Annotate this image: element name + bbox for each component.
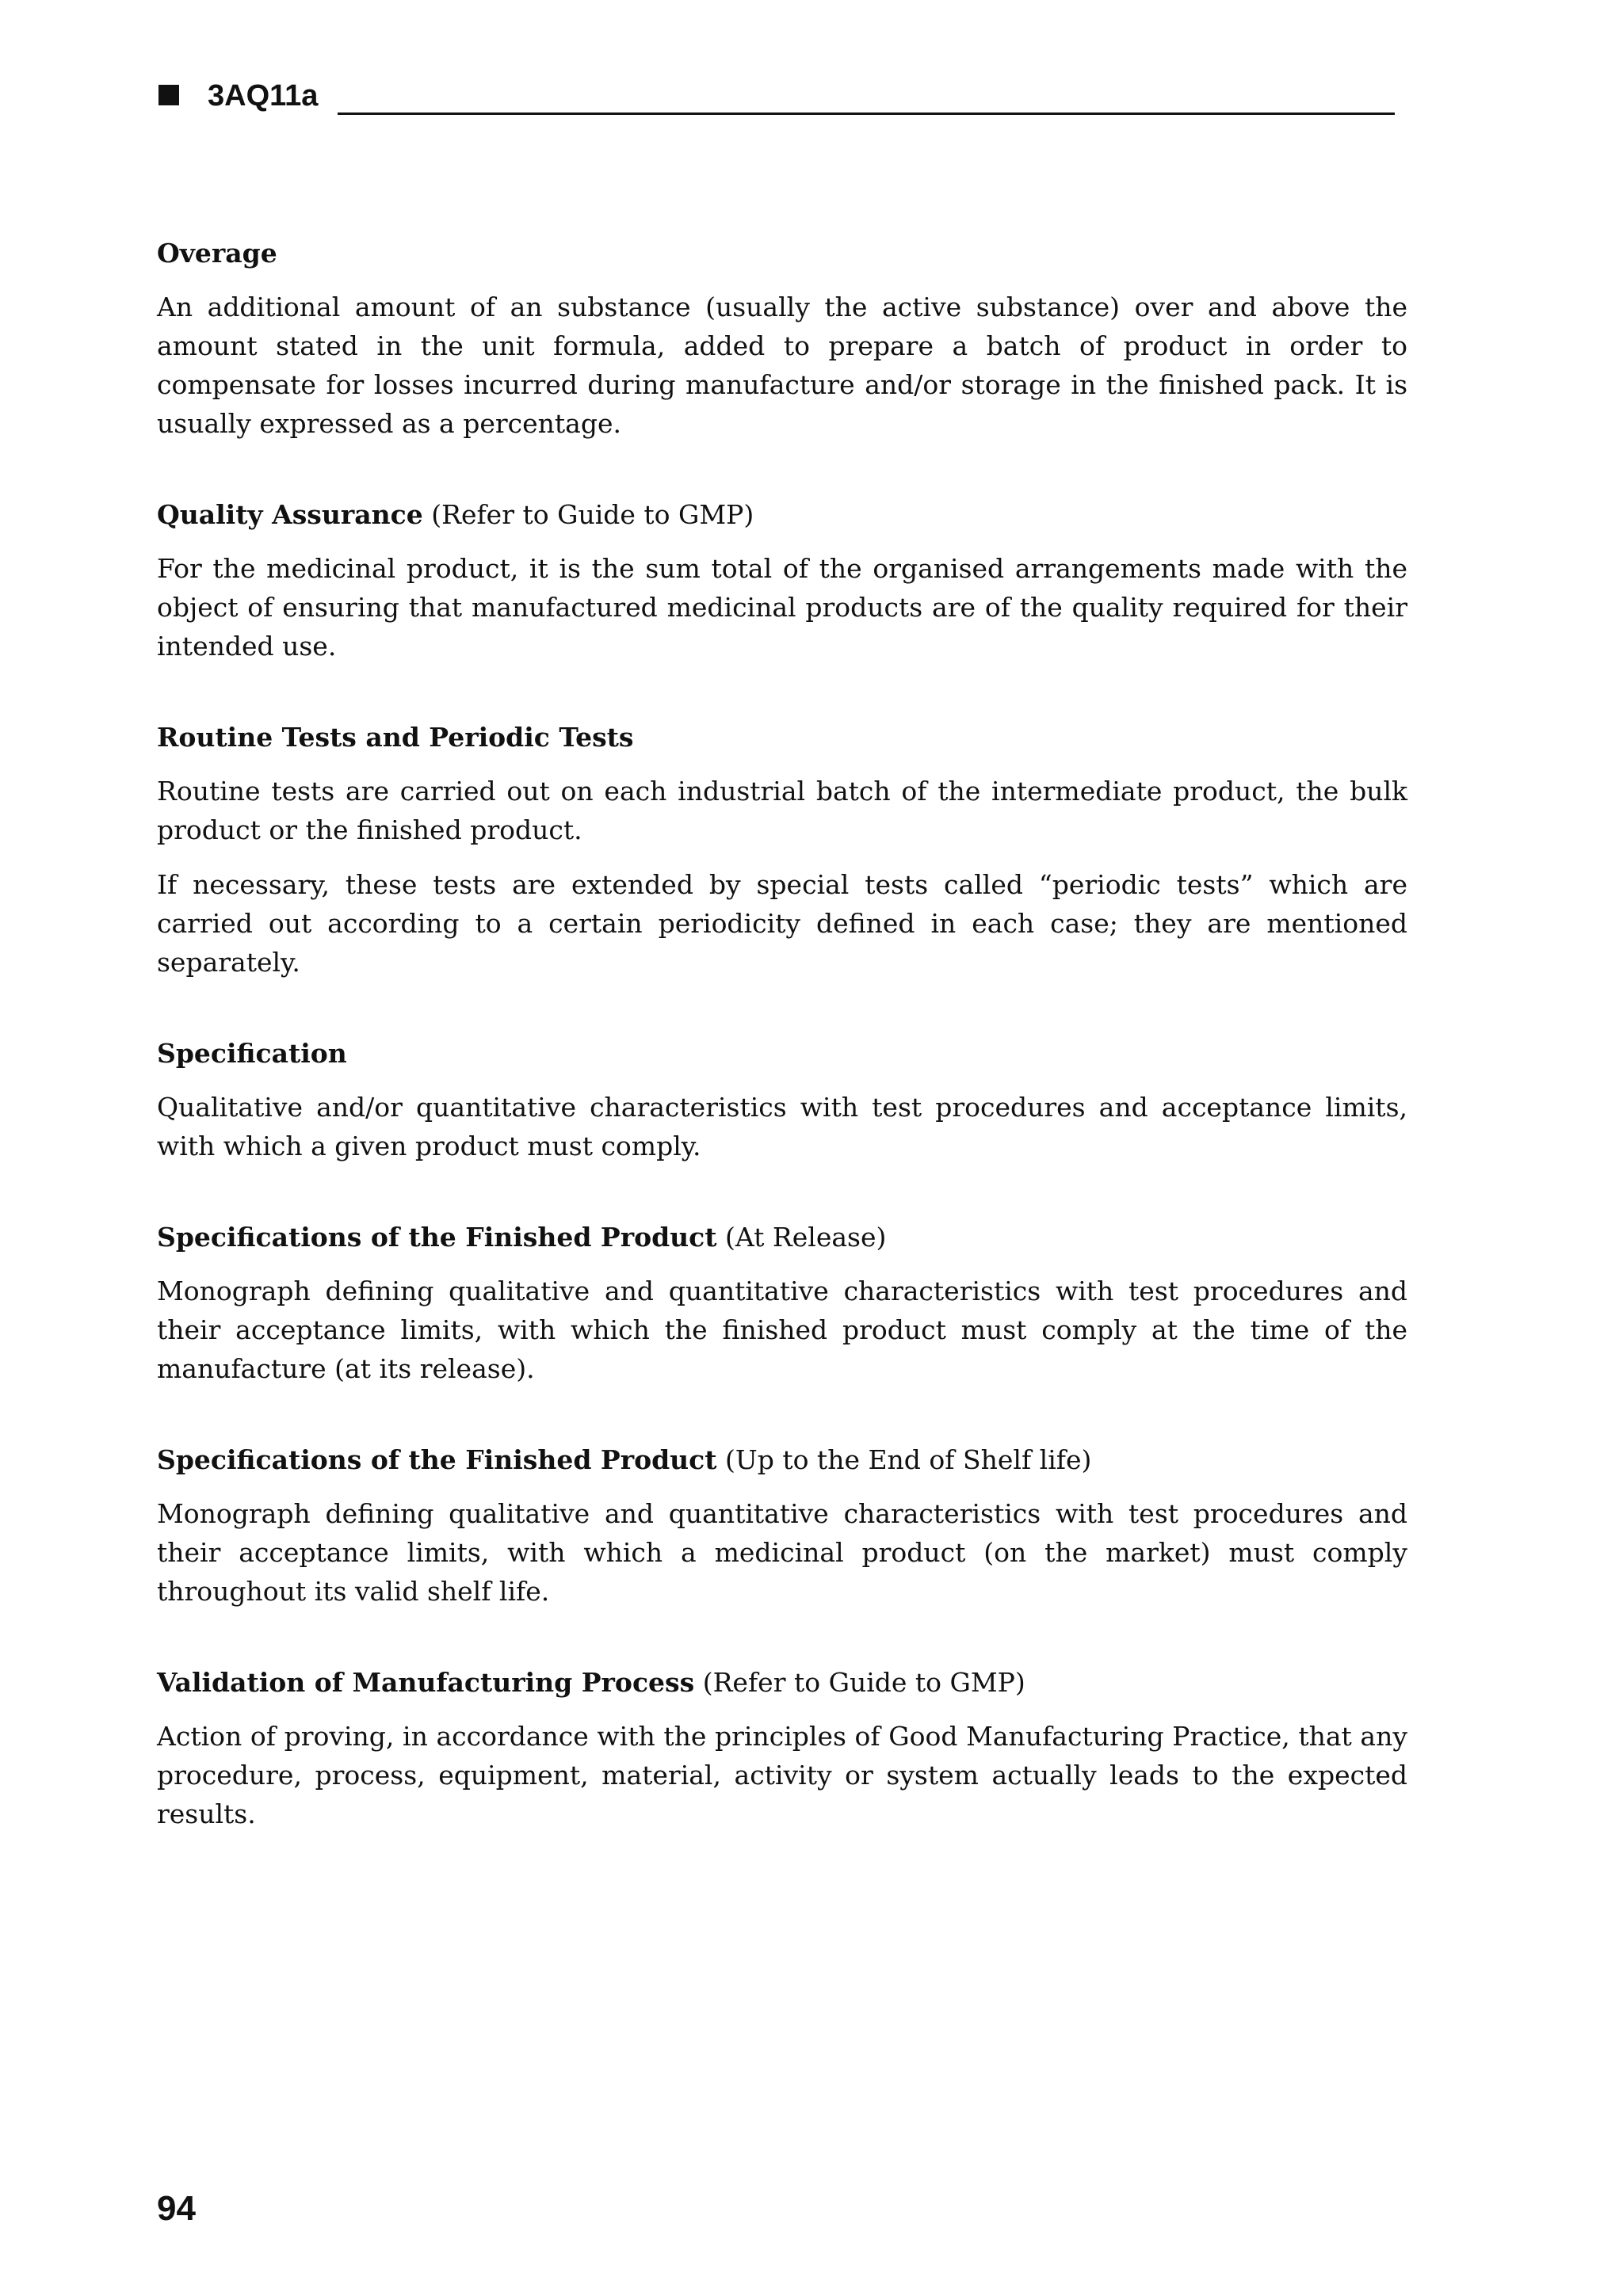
running-header <box>158 78 1395 117</box>
entry-term: Specification <box>157 1038 347 1069</box>
header-rule <box>338 113 1395 115</box>
entry-term: Routine Tests and Periodic Tests <box>157 722 634 753</box>
entry-heading <box>157 719 1407 757</box>
entry-heading <box>157 1664 1407 1702</box>
entry-note: (Up to the End of Shelf life) <box>725 1444 1092 1475</box>
entry-heading <box>157 1441 1407 1479</box>
glossary-entry-overage <box>157 235 1407 443</box>
entry-note: (Refer to Guide to GMP) <box>431 499 754 530</box>
glossary-entry-specifications-shelf-life <box>157 1441 1407 1611</box>
entry-definition: Qualitative and/or quantitative characteristics with test procedures and acceptance limits, with which a given product must comply. <box>157 1092 1407 1161</box>
entry-definition: For the medicinal product, it is the sum total of the organised arrangements made with the object of ensuring that manufactured medicinal products are of the quality required for their intended use. <box>157 553 1407 662</box>
entry-term: Quality Assurance <box>157 499 423 530</box>
entry-term: Overage <box>157 238 277 269</box>
entry-heading <box>157 1035 1407 1073</box>
entry-heading <box>157 1219 1407 1257</box>
glossary-entry-routine-tests <box>157 719 1407 982</box>
glossary-entry-validation <box>157 1664 1407 1833</box>
entry-definition: Routine tests are carried out on each industrial batch of the intermediate product, the bulk product or the finished product. <box>157 776 1407 845</box>
glossary-entries <box>157 235 1407 1886</box>
entry-definition: An additional amount of an substance (usually the active substance) over and above the amount stated in the unit formula, added to prepare a batch of product in order to compensate for losses incurred during manufacture and/or storage in the finished pack. It is usually expressed as a percentage. <box>157 292 1407 439</box>
entry-definition: If necessary, these tests are extended by special tests called “periodic tests” which are carried out according to a certain periodicity defined in each case; they are mentioned separately. <box>157 869 1407 978</box>
entry-definition: Monograph defining qualitative and quantitative characteristics with test procedures and their acceptance limits, with which the finished product must comply at the time of the manufacture (at its release). <box>157 1276 1407 1384</box>
entry-definition: Monograph defining qualitative and quantitative characteristics with test procedures and their acceptance limits, with which a medicinal product (on the market) must comply throughout its valid shelf life. <box>157 1498 1407 1607</box>
glossary-entry-quality-assurance <box>157 496 1407 666</box>
entry-term: Specifications of the Finished Product <box>157 1222 717 1253</box>
entry-term: Validation of Manufacturing Process <box>157 1667 695 1698</box>
document-code: 3AQ11a <box>208 79 319 113</box>
glossary-entry-specification <box>157 1035 1407 1165</box>
glossary-entry-specifications-at-release <box>157 1219 1407 1388</box>
entry-heading <box>157 235 1407 273</box>
entry-note: (Refer to Guide to GMP) <box>702 1667 1025 1698</box>
page-number: 94 <box>157 2189 196 2228</box>
square-bullet-icon <box>158 85 179 105</box>
entry-term: Specifications of the Finished Product <box>157 1444 717 1475</box>
entry-definition: Action of proving, in accordance with the principles of Good Manufacturing Practice, that any procedure, process, equipment, material, activity or system actually leads to the expected results. <box>157 1721 1407 1829</box>
entry-heading <box>157 496 1407 534</box>
entry-note: (At Release) <box>725 1222 887 1253</box>
